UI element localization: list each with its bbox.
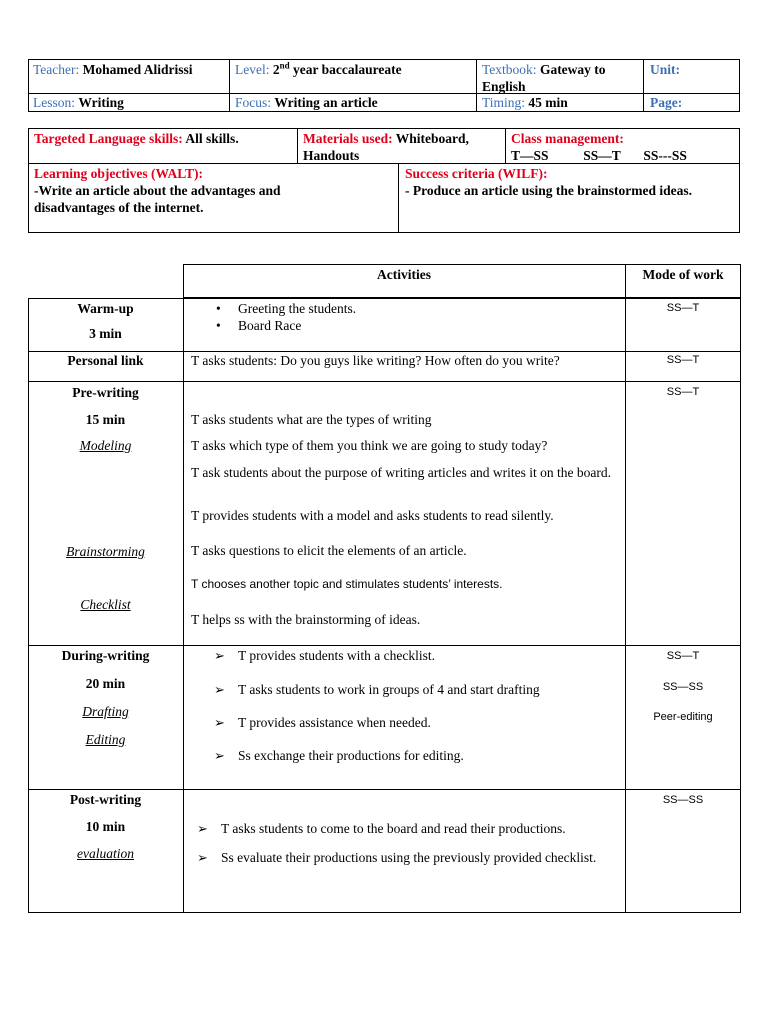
unit-field bbox=[650, 61, 680, 78]
prewriting-checklist: Checklist bbox=[80, 597, 131, 612]
materials-value: Whiteboard, bbox=[395, 131, 469, 146]
during-writing-time: 20 min bbox=[85, 676, 126, 691]
warmup-item: • Greeting the students. bbox=[238, 300, 356, 317]
prewriting-time: 15 min bbox=[85, 412, 126, 427]
teacher-label: Teacher: bbox=[33, 62, 80, 77]
arrow-bullet-icon: ➢ bbox=[214, 648, 225, 663]
teacher-field bbox=[33, 61, 193, 78]
activities-column-header: Activities bbox=[377, 267, 431, 282]
walt-label: Learning objectives (WALT): bbox=[34, 166, 203, 181]
warmup-time: 3 min bbox=[89, 326, 122, 341]
warmup-item: • Board Race bbox=[238, 317, 301, 334]
lesson-label: Lesson: bbox=[33, 95, 75, 110]
timing-label: Timing: bbox=[482, 95, 526, 110]
prewriting-line: T helps ss with the brainstorming of ideas. bbox=[191, 612, 421, 627]
header-col-divider-1 bbox=[229, 59, 230, 112]
post-writing-mode: SS—SS bbox=[662, 794, 704, 806]
plan-col-divider-1 bbox=[183, 298, 184, 913]
plan-row-divider-4 bbox=[28, 789, 741, 790]
prewriting-brainstorming: Brainstorming bbox=[66, 544, 145, 559]
prewriting-mode: SS—T bbox=[666, 386, 700, 398]
plan-row-divider-2 bbox=[28, 381, 741, 382]
during-writing-drafting: Drafting bbox=[82, 704, 129, 719]
header-col-divider-2 bbox=[476, 59, 477, 112]
during-mode: SS—SS bbox=[662, 681, 704, 693]
skills-field bbox=[34, 130, 239, 147]
during-item: ➢ T provides assistance when needed. bbox=[214, 715, 431, 730]
walt-field bbox=[34, 165, 364, 216]
warmup-stage: Warm-up bbox=[77, 301, 134, 316]
class-management-field bbox=[511, 130, 687, 164]
header-col-divider-3 bbox=[643, 59, 644, 112]
focus-label: Focus: bbox=[235, 95, 272, 110]
info-col-divider-1 bbox=[297, 128, 298, 163]
wilf-value: - Produce an article using the brainstormed ideas. bbox=[405, 183, 692, 198]
wilf-label: Success criteria (WILF): bbox=[405, 166, 548, 181]
post-item: ➢ T asks students to come to the board and read their productions. bbox=[197, 821, 566, 836]
class-mode-3: SS---SS bbox=[643, 148, 687, 163]
post-writing-evaluation: evaluation bbox=[77, 846, 134, 861]
textbook-label: Textbook: bbox=[482, 62, 537, 77]
level-label: Level: bbox=[235, 62, 270, 77]
during-mode: SS—T bbox=[666, 650, 700, 662]
prewriting-line: T asks questions to elicit the elements of an article. bbox=[191, 543, 467, 558]
materials-value-2: Handouts bbox=[303, 148, 360, 163]
focus-value: Writing an article bbox=[274, 95, 378, 110]
post-writing-stage: Post-writing bbox=[69, 792, 142, 807]
prewriting-line: T asks which type of them you think we are going to study today? bbox=[191, 438, 548, 453]
prewriting-line: T ask students about the purpose of writing articles and writes it on the board. bbox=[191, 465, 612, 480]
prewriting-line: T provides students with a model and asks students to read silently. bbox=[191, 508, 554, 523]
materials-field bbox=[303, 130, 469, 164]
level-field bbox=[235, 61, 402, 78]
unit-label: Unit: bbox=[650, 62, 680, 77]
timing-value: 45 min bbox=[528, 95, 568, 110]
walt-value: -Write an article about the advantages and disadvantages of the internet. bbox=[34, 183, 281, 215]
arrow-bullet-icon: ➢ bbox=[197, 850, 208, 865]
personal-link-text: T asks students: Do you guys like writing? How often do you write? bbox=[191, 353, 560, 368]
teacher-value: Mohamed Alidrissi bbox=[82, 62, 193, 77]
skills-label: Targeted Language skills: bbox=[34, 131, 183, 146]
page-field bbox=[650, 94, 682, 111]
during-writing-stage: During-writing bbox=[61, 648, 150, 663]
arrow-bullet-icon: ➢ bbox=[214, 682, 225, 697]
post-item: ➢ Ss evaluate their productions using the previously provided checklist. bbox=[221, 845, 617, 871]
arrow-bullet-icon: ➢ bbox=[214, 715, 225, 730]
focus-field bbox=[235, 94, 378, 111]
during-mode: Peer-editing bbox=[653, 711, 713, 723]
wilf-field bbox=[405, 165, 725, 199]
textbook-field bbox=[482, 61, 640, 95]
prewriting-modeling: Modeling bbox=[79, 438, 132, 453]
during-writing-editing: Editing bbox=[85, 732, 126, 747]
class-mode-1: T—SS bbox=[511, 148, 549, 163]
materials-label: Materials used: bbox=[303, 131, 393, 146]
page-label: Page: bbox=[650, 95, 683, 110]
class-management-label: Class management: bbox=[511, 131, 624, 146]
arrow-bullet-icon: ➢ bbox=[214, 748, 225, 763]
prewriting-line: T chooses another topic and stimulates students’ interests. bbox=[191, 577, 503, 591]
post-writing-time: 10 min bbox=[85, 819, 126, 834]
during-item: ➢ T asks students to work in groups of 4 and start drafting bbox=[214, 682, 540, 697]
lesson-field bbox=[33, 94, 124, 111]
textbook-value: Gateway to English bbox=[482, 62, 606, 94]
arrow-bullet-icon: ➢ bbox=[197, 821, 208, 836]
class-mode-2: SS—T bbox=[583, 148, 621, 163]
mode-column-header: Mode of work bbox=[642, 267, 724, 282]
timing-field bbox=[482, 94, 568, 111]
skills-value: All skills. bbox=[185, 131, 239, 146]
during-item: ➢ T provides students with a checklist. bbox=[214, 648, 435, 663]
lesson-value: Writing bbox=[78, 95, 124, 110]
info-col-divider-3 bbox=[398, 163, 399, 233]
warmup-mode: SS—T bbox=[666, 302, 700, 314]
plan-row-divider-3 bbox=[28, 645, 741, 646]
prewriting-line: T asks students what are the types of writing bbox=[191, 412, 432, 427]
prewriting-stage: Pre-writing bbox=[72, 385, 139, 400]
during-item: ➢ Ss exchange their productions for editing. bbox=[214, 748, 464, 763]
info-col-divider-2 bbox=[505, 128, 506, 163]
personal-link-stage: Personal link bbox=[67, 353, 144, 368]
level-value: 2nd year baccalaureate bbox=[272, 60, 402, 77]
personal-link-mode: SS—T bbox=[666, 354, 700, 366]
